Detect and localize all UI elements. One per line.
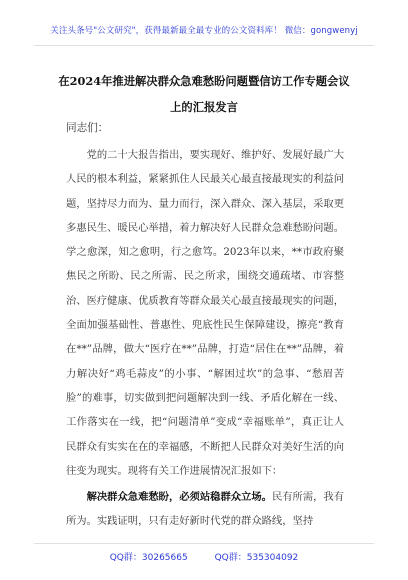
body-paragraph-1: 党的二十大报告指出，要实现好、维护好、发展好最广大人民的根本利益，紧紧抓住人民最关心最直接最现实的利益问题，坚持尽力而为、量力而行，深入群众、深入基层，采取更多惠民生、暖民心举措，着力解决好人民群众急难愁盼问题。学之愈深，知之愈明，行之愈笃。2023年以来，**市政府聚焦民之所盼、民之所需、民之所求，围绕交通疏堵、市容整治、医疗健康、优质教育等群众最关心最直接最现实的问题，全面加强基础性、普惠性、兜底性民生保障建设，擦亮“教育在**”品牌，做大“医疗在**”品牌，打造“居住在**”品牌，着力解决好“鸡毛蒜皮”的小事、“解困过坎”的急事、“愁眉苦脸”的难事，切实做到把问题解决到一线、矛盾化解在一线、工作落实在一线，把“问题清单”变成“幸福账单”，真正让人民群众有实实在在的幸福感，不断把人民群众对美好生活的向往变为现实。现将有关工作进展情况汇报如下： (66, 149, 345, 477)
footer-qq-group-1: QQ群：30265665 (109, 553, 188, 563)
salutation: 同志们： (66, 122, 109, 134)
footer-divider (34, 543, 374, 544)
footer-qq-group-2: QQ群：535304092 (214, 553, 299, 563)
title-line-1: 在2024年推进解决群众急难愁盼问题暨信访工作专题会议 (58, 74, 350, 88)
body-paragraph-2 (66, 485, 344, 534)
header-notice: 关注头条号"公文研究"，获得最新最全最专业的公文资料库！ 微信：gongwenyj (50, 26, 358, 36)
paragraph-2-text: 民有所需，我有所为。实践证明，只有走好新时代党的群众路线，坚持 (66, 491, 345, 528)
document-title (46, 68, 362, 120)
paragraph-2-heading: 解决群众急难愁盼，必须站稳群众立场。 (86, 491, 272, 504)
title-line-2: 上的汇报发言 (170, 100, 238, 114)
document-body (66, 143, 344, 534)
footer (0, 550, 408, 563)
header-divider (34, 45, 374, 46)
